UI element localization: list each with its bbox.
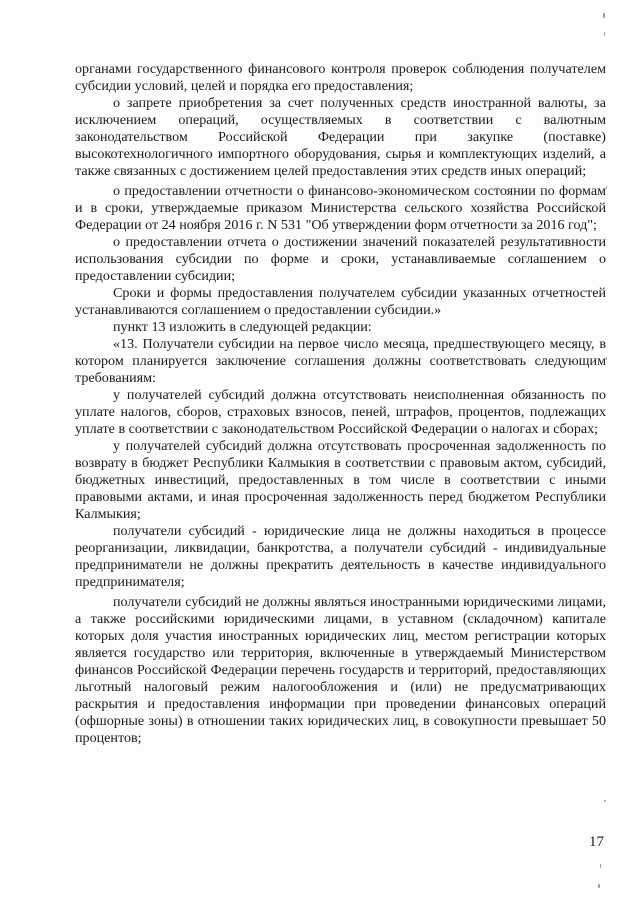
paragraph: о предоставлении отчетности о финансово-экономическом состоянии по формам и в сроки, утверждаемые приказом Министерства сельского хозяйства Российской Федерации от 24 ноября 2016 г. N 531 "Об утверждении форм отчетности за 2016 год"; xyxy=(75,183,606,233)
paragraph: получатели субсидий - юридические лица не должны находиться в процессе реорганизации, ликвидации, банкротства, а получатели субсидий - индивидуальные предприниматели не должны прекратить деятельность в качестве индивидуального предпринимателя; xyxy=(75,523,606,590)
paragraph: пункт 13 изложить в следующей редакции: xyxy=(113,319,372,335)
scan-speck xyxy=(598,884,600,888)
paragraph: у получателей субсидий должна отсутствовать неисполненная обязанность по уплате налогов, сборов, страховых взносов, пеней, штрафов, процентов, подлежащих уплате в соответствии с законодательством Российской Федерации о налогах и сборах; xyxy=(75,387,606,437)
paragraph: «13. Получатели субсидии на первое число месяца, предшествующего месяцу, в котором планируется заключение соглашения должны соответствовать следующим требованиям: xyxy=(75,336,606,386)
paragraph: получатели субсидий не должны являться иностранными юридическими лицами, а также российскими юридическими лицами, в уставном (складочном) капитале которых доля участия иностранных юридических лиц, местом регистрации которых является государство или территория, включенные в утверждаемый Министерством финансов Российской Федерации перечень государств и территорий, предоставляющих льготный налоговый режим налогообложения и (или) не предусматривающих раскрытия и предоставления информации при проведении финансовых операций (офшорные зоны) в отношении таких юридических лиц, в совокупности превышает 50 процентов; xyxy=(75,594,606,746)
paragraph: органами государственного финансового контроля проверок соблюдения получателем субсидии условий, целей и порядка его предоставления; xyxy=(75,61,606,94)
scan-speck xyxy=(604,800,606,802)
scan-speck xyxy=(600,864,601,868)
paragraph: о запрете приобретения за счет полученных средств иностранной валюты, за исключением операций, осуществляемых в соответствии с валютным законодательством Российской Федерации при закупке (поставке) высокотехнологичного импортного оборудования, сырья и комплектующих изделий, а также связанных с достижением целей предоставления этих средств иных операций; xyxy=(75,95,606,179)
body-text xyxy=(75,61,606,747)
scan-speck xyxy=(606,186,607,189)
paragraph: о предоставлении отчета о достижении значений показателей результативности использования субсидии по форме и сроки, устанавливаемые соглашением о предоставлении субсидии; xyxy=(75,234,606,284)
scan-speck xyxy=(604,32,605,36)
scan-speck xyxy=(603,13,605,18)
page-number: 17 xyxy=(589,834,604,850)
paragraph: Сроки и формы предоставления получателем субсидии указанных отчетностей устанавливаются соглашением о предоставлении субсидии.» xyxy=(75,285,606,318)
scan-speck xyxy=(606,357,607,360)
paragraph: у получателей субсидий должна отсутствовать просроченная задолженность по возврату в бюджет Республики Калмыкия в соответствии с правовым актом, субсидий, бюджетных инвестиций, предоставленных в том числе в соответствии с иными правовыми актами, и иная просроченная задолженность перед бюджетом Республики Калмыкия; xyxy=(75,438,606,522)
